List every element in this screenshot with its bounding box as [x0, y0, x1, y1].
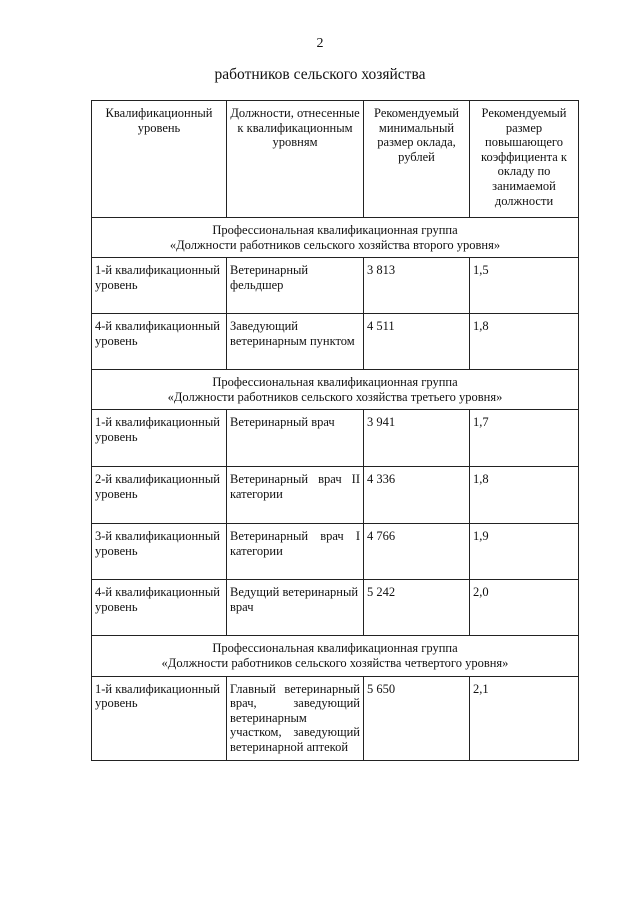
header-qualification-level: Квалификационный уровень [92, 101, 227, 218]
group-title-line1: Профессиональная квалификационная группа [212, 375, 458, 390]
cell-coefficient: 1,9 [470, 524, 579, 580]
group-title-line2: «Должности работников сельского хозяйства третьего уровня» [167, 389, 503, 404]
cell-salary: 4 766 [364, 524, 470, 580]
cell-coefficient: 1,8 [470, 314, 579, 370]
table-row [92, 258, 579, 314]
header-min-salary: Рекомендуемый минимальный размер оклада, рублей [364, 101, 470, 218]
cell-position: Главный ветеринарный врач, заведующий ветеринарным участком, заведующий ветеринарной аптекой [227, 676, 364, 760]
header-positions: Должности, отнесенные к квалификационным уровням [227, 101, 364, 218]
group-title-line2: «Должности работников сельского хозяйства четвертого уровня» [161, 655, 509, 670]
header-coefficient: Рекомендуемый размер повышающего коэффициента к окладу по занимаемой должности [470, 101, 579, 218]
table-header-row [92, 101, 579, 218]
cell-position: Заведующий ветеринарным пунктом [227, 314, 364, 370]
group-title-line1: Профессиональная квалификационная группа [212, 223, 458, 237]
cell-salary: 4 511 [364, 314, 470, 370]
cell-position: Ветеринарный врач [227, 410, 364, 467]
cell-level: 1-й квалификационный уровень [92, 676, 227, 760]
cell-level: 2-й квалификационный уровень [92, 467, 227, 524]
table-row [92, 410, 579, 467]
table-row [92, 524, 579, 580]
cell-salary: 4 336 [364, 467, 470, 524]
cell-level: 4-й квалификационный уровень [92, 314, 227, 370]
cell-level: 4-й квалификационный уровень [92, 580, 227, 636]
cell-position: Ветеринарный врач II категории [227, 467, 364, 524]
group-title [92, 218, 579, 258]
cell-level: 1-й квалификационный уровень [92, 410, 227, 467]
cell-salary: 3 813 [364, 258, 470, 314]
table-row [92, 314, 579, 370]
group-row [92, 218, 579, 258]
cell-salary: 5 650 [364, 676, 470, 760]
group-title [92, 370, 579, 410]
page-number: 2 [316, 36, 324, 51]
cell-coefficient: 2,0 [470, 580, 579, 636]
group-title-line2: «Должности работников сельского хозяйства второго уровня» [169, 237, 501, 252]
cell-coefficient: 1,7 [470, 410, 579, 467]
document-heading: работников сельского хозяйства [214, 66, 426, 83]
cell-position: Ветеринарный фельдшер [227, 258, 364, 314]
cell-position: Ведущий ветеринарный врач [227, 580, 364, 636]
table-row [92, 467, 579, 524]
cell-salary: 3 941 [364, 410, 470, 467]
table-row [92, 580, 579, 636]
salary-table [91, 100, 579, 761]
group-row [92, 370, 579, 410]
group-title-line1: Профессиональная квалификационная группа [212, 641, 458, 656]
cell-level: 1-й квалификационный уровень [92, 258, 227, 314]
cell-coefficient: 1,8 [470, 467, 579, 524]
group-title [92, 636, 579, 676]
cell-level: 3-й квалификационный уровень [92, 524, 227, 580]
cell-salary: 5 242 [364, 580, 470, 636]
group-row [92, 636, 579, 676]
cell-coefficient: 2,1 [470, 676, 579, 760]
cell-position: Ветеринарный врач I категории [227, 524, 364, 580]
table-row [92, 676, 579, 760]
cell-coefficient: 1,5 [470, 258, 579, 314]
